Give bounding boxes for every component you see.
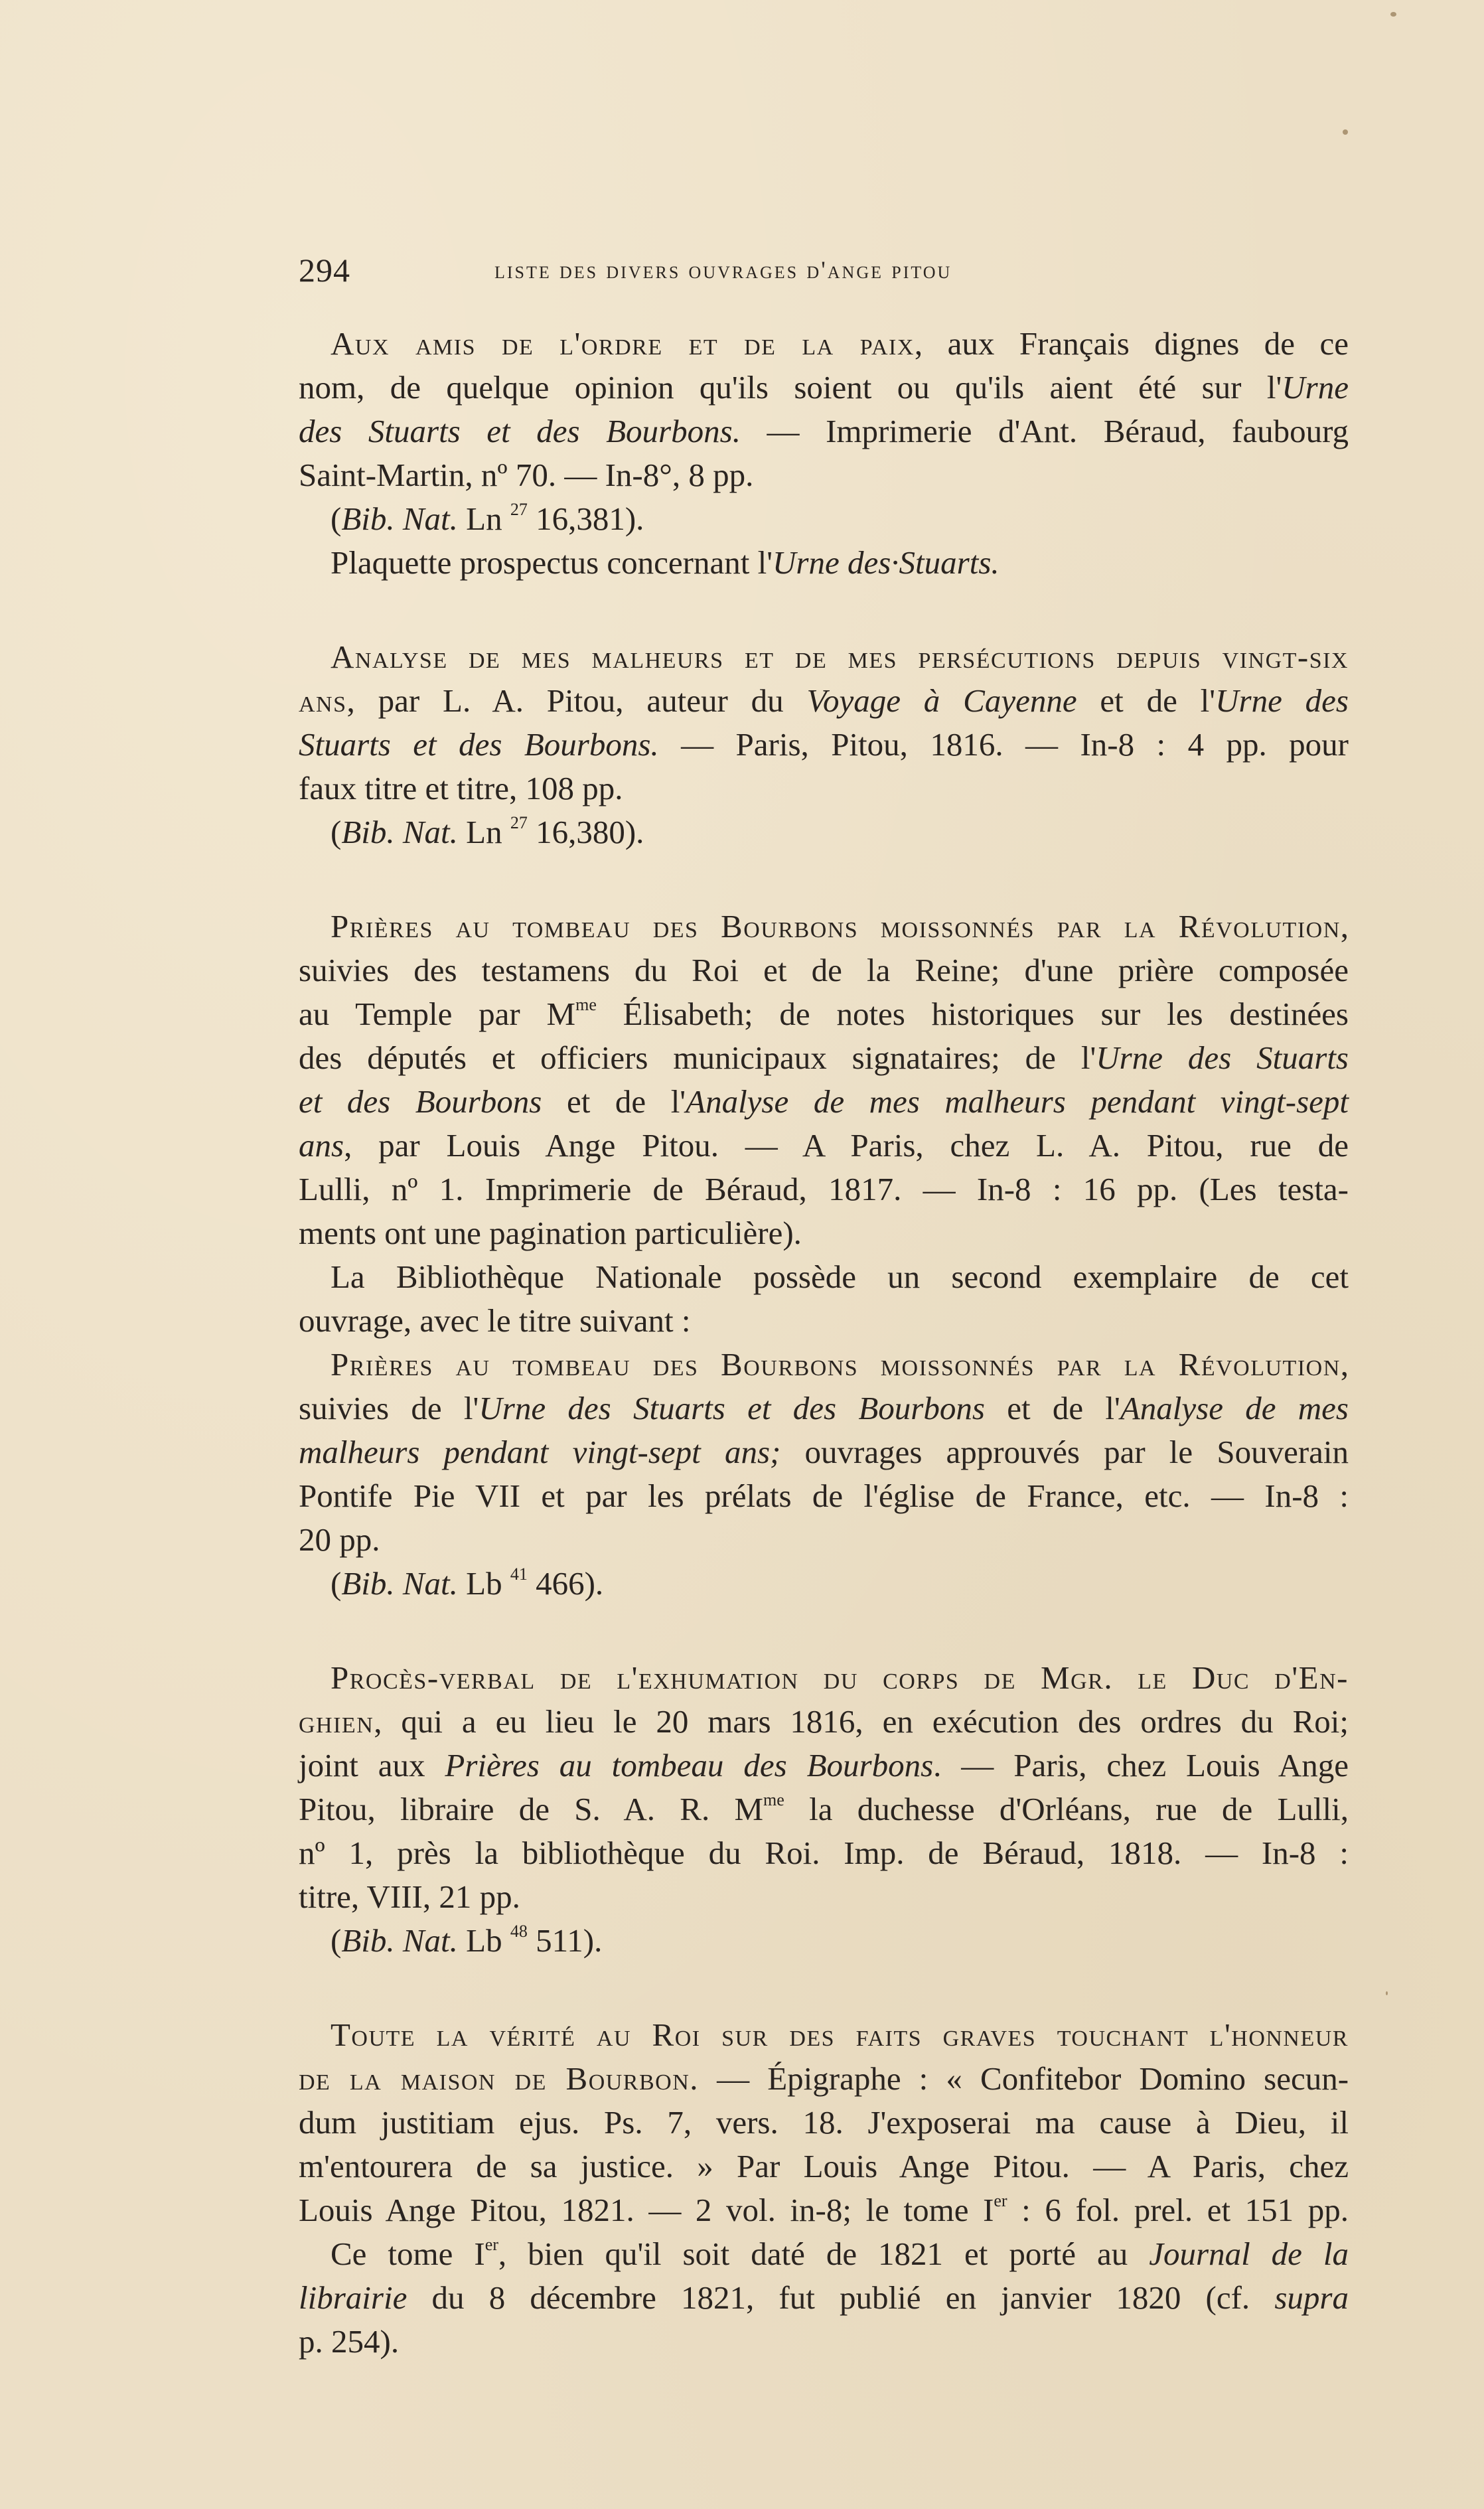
paper-speck (1386, 1991, 1388, 1995)
text-line (299, 2145, 1349, 2188)
text-line (299, 2276, 1349, 2320)
italic-title: Stuarts et des Bourbons. (299, 726, 659, 763)
italic-title: Bib. Nat. (341, 1565, 458, 1602)
superscript: er (484, 2235, 498, 2254)
entry-spacer (299, 1963, 1349, 2013)
small-caps-title: Prières au tombeau des Bourbons moissonnés par la Révolution (331, 908, 1341, 945)
text-run: 20 pp. (299, 1521, 380, 1558)
text-line (299, 1875, 1349, 1919)
running-title: liste des divers ouvrages d'ange pitou (494, 257, 952, 284)
text-run: Saint-Martin, nº 70. — In-8°, 8 pp. (299, 457, 754, 493)
italic-title: et des Bourbons (299, 1083, 542, 1120)
text-line (299, 635, 1349, 679)
text-run: , bien qu'il soit daté de 1821 et porté au (498, 2236, 1150, 2272)
italic-title: Urne (1282, 369, 1349, 406)
paper-speck (1390, 12, 1396, 17)
small-caps-title: de la maison de Bourbon. (299, 2060, 700, 2097)
text-run: du 8 décembre 1821, fut publié en janvier 1820 (cf. (407, 2279, 1275, 2316)
text-run: m'entourera de sa justice. » Par Louis Ange Pitou. — A Paris, chez (299, 2148, 1349, 2184)
italic-title: ans (299, 1127, 344, 1164)
text-line (299, 1787, 1349, 1831)
text-line (299, 1919, 1349, 1963)
text-line (299, 1744, 1349, 1787)
text-line (299, 1343, 1349, 1387)
text-run: faux titre et titre, 108 pp. (299, 770, 623, 806)
text-run: ouvrage, avec le titre suivant : (299, 1302, 691, 1339)
text-line (299, 1168, 1349, 1211)
superscript: me (575, 995, 597, 1014)
text-run: , par L. A. Pitou, auteur du (346, 682, 807, 719)
text-run: dum justitiam ejus. Ps. 7, vers. 18. J'exposerai ma cause à Dieu, il (299, 2104, 1349, 2141)
italic-title: Urne des Stuarts et des Bourbons (479, 1390, 985, 1426)
text-line (299, 1211, 1349, 1255)
text-line (299, 1474, 1349, 1518)
text-line (299, 2013, 1349, 2057)
text-run: Louis Ange Pitou, 1821. — 2 vol. in-8; le tome I (299, 2192, 994, 2228)
text-run: Élisabeth; de notes historiques sur les destinées (596, 996, 1349, 1032)
text-line (299, 2188, 1349, 2232)
small-caps-title: ans (299, 682, 347, 719)
text-run: Ce tome I (331, 2236, 485, 2272)
text-run: , qui a eu lieu le 20 mars 1816, en exécution des ordres du Roi; (374, 1703, 1349, 1740)
text-line (299, 410, 1349, 453)
small-caps-title: Prières au tombeau des Bourbons moissonnés par la Révolution (331, 1346, 1341, 1383)
text-run: — Paris, Pitou, 1816. — In-8 : 4 pp. pour (658, 726, 1349, 763)
italic-title: Bib. Nat. (341, 1922, 458, 1959)
text-run: suivies de l' (299, 1390, 479, 1426)
entry-spacer (299, 585, 1349, 635)
text-line (299, 1080, 1349, 1124)
italic-title: Prières au tombeau des Bourbons (445, 1747, 934, 1784)
text-run: ( (331, 1565, 342, 1602)
superscript: 48 (510, 1922, 528, 1941)
superscript: 41 (510, 1564, 528, 1584)
bibliography-entry (299, 2013, 1349, 2364)
text-run: au Temple par M (299, 996, 576, 1032)
text-line (299, 366, 1349, 410)
text-line (299, 1562, 1349, 1606)
small-caps-title: ghien (299, 1703, 374, 1740)
text-line (299, 497, 1349, 541)
text-line (299, 905, 1349, 949)
text-line (299, 1036, 1349, 1080)
text-line (299, 1656, 1349, 1700)
running-head (299, 251, 1347, 291)
text-run: Pitou, libraire de S. A. R. M (299, 1791, 764, 1827)
text-run: Ln (457, 500, 510, 537)
text-line (299, 2057, 1349, 2101)
text-line (299, 1831, 1349, 1875)
text-run: Pontife Pie VII et par les prélats de l'église de France, etc. — In-8 : (299, 1478, 1349, 1514)
italic-title: Urne des (1215, 682, 1349, 719)
text-run: ments ont une pagination particulière). (299, 1215, 802, 1251)
text-line (299, 723, 1349, 767)
text-run: . — Paris, chez Louis Ange (933, 1747, 1349, 1784)
italic-title: Urne des Stuarts (1096, 1039, 1349, 1076)
text-run: 511). (527, 1922, 603, 1959)
text-line (299, 541, 1349, 585)
text-line (299, 1255, 1349, 1299)
italic-title: Analyse de mes (1120, 1390, 1349, 1426)
italic-title: Urne des·Stuarts. (773, 544, 1000, 581)
paper-speck (1343, 129, 1348, 135)
bibliography-entry (299, 635, 1349, 854)
small-caps-title: Aux amis de l'ordre et de la paix (331, 325, 915, 362)
text-line (299, 949, 1349, 992)
text-run: et de l' (1076, 682, 1216, 719)
superscript: 27 (510, 500, 528, 519)
text-line (299, 810, 1349, 854)
text-run: , par Louis Ange Pitou. — A Paris, chez L. A. Pitou, rue de (344, 1127, 1349, 1164)
page-body (299, 322, 1349, 2364)
text-run: suivies des testamens du Roi et de la Reine; d'une prière composée (299, 952, 1349, 988)
italic-title: librairie (299, 2279, 408, 2316)
text-line (299, 1124, 1349, 1168)
text-run: nom, de quelque opinion qu'ils soient ou qu'ils aient été sur l' (299, 369, 1282, 406)
superscript: 27 (510, 813, 528, 832)
italic-title: des Stuarts et des Bourbons. (299, 413, 741, 449)
italic-title: malheurs pendant vingt-sept ans; (299, 1434, 781, 1470)
superscript: me (763, 1790, 784, 1809)
small-caps-title: Procès-verbal de l'exhumation du corps de Mgr. le Duc d'En- (331, 1659, 1349, 1696)
text-run: 16,380). (527, 814, 644, 850)
text-run: Ln (457, 814, 510, 850)
text-line (299, 1299, 1349, 1343)
italic-title: supra (1274, 2279, 1349, 2316)
text-line (299, 322, 1349, 366)
text-line (299, 1700, 1349, 1744)
text-run: La Bibliothèque Nationale possède un second exemplaire de cet (331, 1258, 1349, 1295)
text-line (299, 767, 1349, 810)
bibliography-entry (299, 1656, 1349, 1963)
italic-title: Voyage à Cayenne (806, 682, 1077, 719)
text-line (299, 679, 1349, 723)
text-line (299, 1430, 1349, 1474)
text-run: et de l' (984, 1390, 1120, 1426)
page-number: 294 (299, 252, 350, 289)
text-run: Plaquette prospectus concernant l' (331, 544, 773, 581)
text-line (299, 992, 1349, 1036)
italic-title: Analyse de mes malheurs pendant vingt-sept (686, 1083, 1349, 1120)
italic-title: Journal de la (1149, 2236, 1349, 2272)
text-run: ouvrages approuvés par le Souverain (780, 1434, 1349, 1470)
text-line (299, 1387, 1349, 1430)
text-run: ( (331, 1922, 342, 1959)
text-run: titre, VIII, 21 pp. (299, 1878, 520, 1915)
text-run: Lb (457, 1922, 510, 1959)
small-caps-title: Toute la vérité au Roi sur des faits graves touchant l'honneur (331, 2016, 1349, 2053)
superscript: er (994, 2191, 1007, 2210)
text-line (299, 2101, 1349, 2145)
text-run: ( (331, 814, 342, 850)
text-run: : 6 fol. prel. et 151 pp. (1007, 2192, 1349, 2228)
text-line (299, 2320, 1349, 2364)
text-run: Lulli, nº 1. Imprimerie de Béraud, 1817. — In-8 : 16 pp. (Les testa- (299, 1171, 1349, 1207)
entry-spacer (299, 854, 1349, 905)
text-run: , aux Français dignes de ce (914, 325, 1349, 362)
text-line (299, 453, 1349, 497)
bibliography-entry (299, 322, 1349, 585)
bibliography-entry (299, 905, 1349, 1606)
text-run: Lb (457, 1565, 510, 1602)
italic-title: Bib. Nat. (341, 500, 458, 537)
text-run: , (1340, 908, 1349, 945)
text-run: des députés et officiers municipaux signataires; de l' (299, 1039, 1096, 1076)
text-run: joint aux (299, 1747, 445, 1784)
text-run: p. 254). (299, 2323, 400, 2360)
text-run: ( (331, 500, 342, 537)
text-run: nº 1, près la bibliothèque du Roi. Imp. de Béraud, 1818. — In-8 : (299, 1835, 1349, 1871)
text-line (299, 1518, 1349, 1562)
text-run: la duchesse d'Orléans, rue de Lulli, (784, 1791, 1349, 1827)
text-run: et de l' (542, 1083, 686, 1120)
text-run: 16,381). (527, 500, 644, 537)
text-run: — Imprimerie d'Ant. Béraud, faubourg (740, 413, 1349, 449)
text-run: — Épigraphe : « Confitebor Domino secun- (699, 2060, 1349, 2097)
text-run: 466). (527, 1565, 604, 1602)
text-run: , (1340, 1346, 1349, 1383)
small-caps-title: Analyse de mes malheurs et de mes persécutions depuis vingt-six (331, 639, 1349, 675)
italic-title: Bib. Nat. (341, 814, 458, 850)
entry-spacer (299, 1606, 1349, 1656)
text-line (299, 2232, 1349, 2276)
